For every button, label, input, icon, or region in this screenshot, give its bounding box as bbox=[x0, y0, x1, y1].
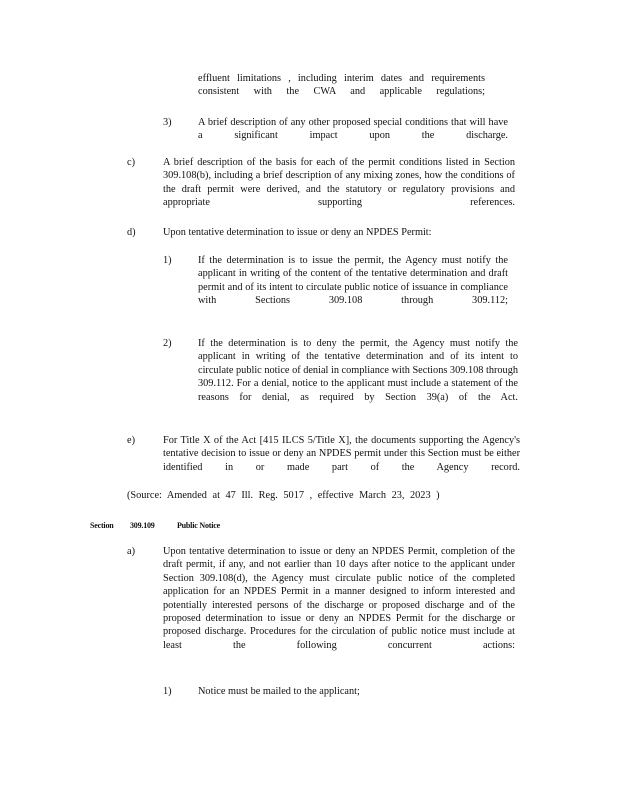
item-d-1-text: If the determination is to issue the permit, the Agency must notify the applicant in writing of the content of the tentative determination and draft permit and of its intent to circulate public notice of issuance in compliance with Sections 309.108 through 309.112; bbox=[198, 255, 508, 307]
section-heading bbox=[90, 519, 250, 533]
item-d-2-text: If the determination is to deny the permit, the Agency must notify the applicant in writing of the tentative determination and of its intent to circulate public notice of denial in compliance with Sections 309.108 through 309.112. For a denial, notice to the applicant must include a statement of the reasons for denial, as required by Section 39(a) of the Act. bbox=[198, 338, 518, 403]
section-title: Public Notice bbox=[177, 521, 220, 530]
item-a-label: a) bbox=[127, 546, 135, 557]
item-3-text: A brief description of any other proposed special conditions that will have a significant impact upon the discharge. bbox=[198, 117, 508, 142]
item-c-label: c) bbox=[127, 157, 135, 168]
item-a-text: Upon tentative determination to issue or deny an NPDES Permit, completion of the draft permit, if any, and not earlier than 10 days after notice to the applicant under Section 309.108(d), the Agency must circulate public notice of the completed application for an NPDES Permit in a manner designed to inform interested and potentially interested persons of the discharge or proposed discharge and of the proposed determination to issue or deny an NPDES Permit for the discharge or proposed discharge. Procedures for the circulation of public notice must include at least the following concurrent actions: bbox=[163, 546, 515, 651]
section-number: 309.109 bbox=[130, 521, 155, 530]
item-e-text: For Title X of the Act [415 ILCS 5/Title X], the documents supporting the Agency's tentative decision to issue or deny an NPDES permit under this Section must be either identified in or made part of the Agency record. bbox=[163, 435, 520, 473]
item-d-text: Upon tentative determination to issue or deny an NPDES Permit: bbox=[163, 227, 432, 238]
item-d-2-label: 2) bbox=[163, 338, 172, 349]
item-a-1-text: Notice must be mailed to the applicant; bbox=[198, 686, 360, 697]
section-word: Section bbox=[90, 521, 114, 530]
item-3-label: 3) bbox=[163, 117, 172, 128]
source-note: (Source: Amended at 47 Ill. Reg. 5017 , effective March 23, 2023 ) bbox=[127, 490, 440, 501]
fragment-text: effluent limitations , including interim dates and requirements consistent with the CWA and applicable regulations; bbox=[198, 73, 485, 98]
item-a-1-label: 1) bbox=[163, 686, 172, 697]
item-e-label: e) bbox=[127, 435, 135, 446]
item-d-label: d) bbox=[127, 227, 136, 238]
fragment-effluent-limitations bbox=[198, 72, 485, 99]
item-c-text: A brief description of the basis for each of the permit conditions listed in Section 309.108(b), including a brief description of any mixing zones, how the conditions of the draft permit were derived, and the statutory or regulatory provisions and appropriate supporting references. bbox=[163, 157, 515, 209]
item-d-1-label: 1) bbox=[163, 255, 172, 266]
